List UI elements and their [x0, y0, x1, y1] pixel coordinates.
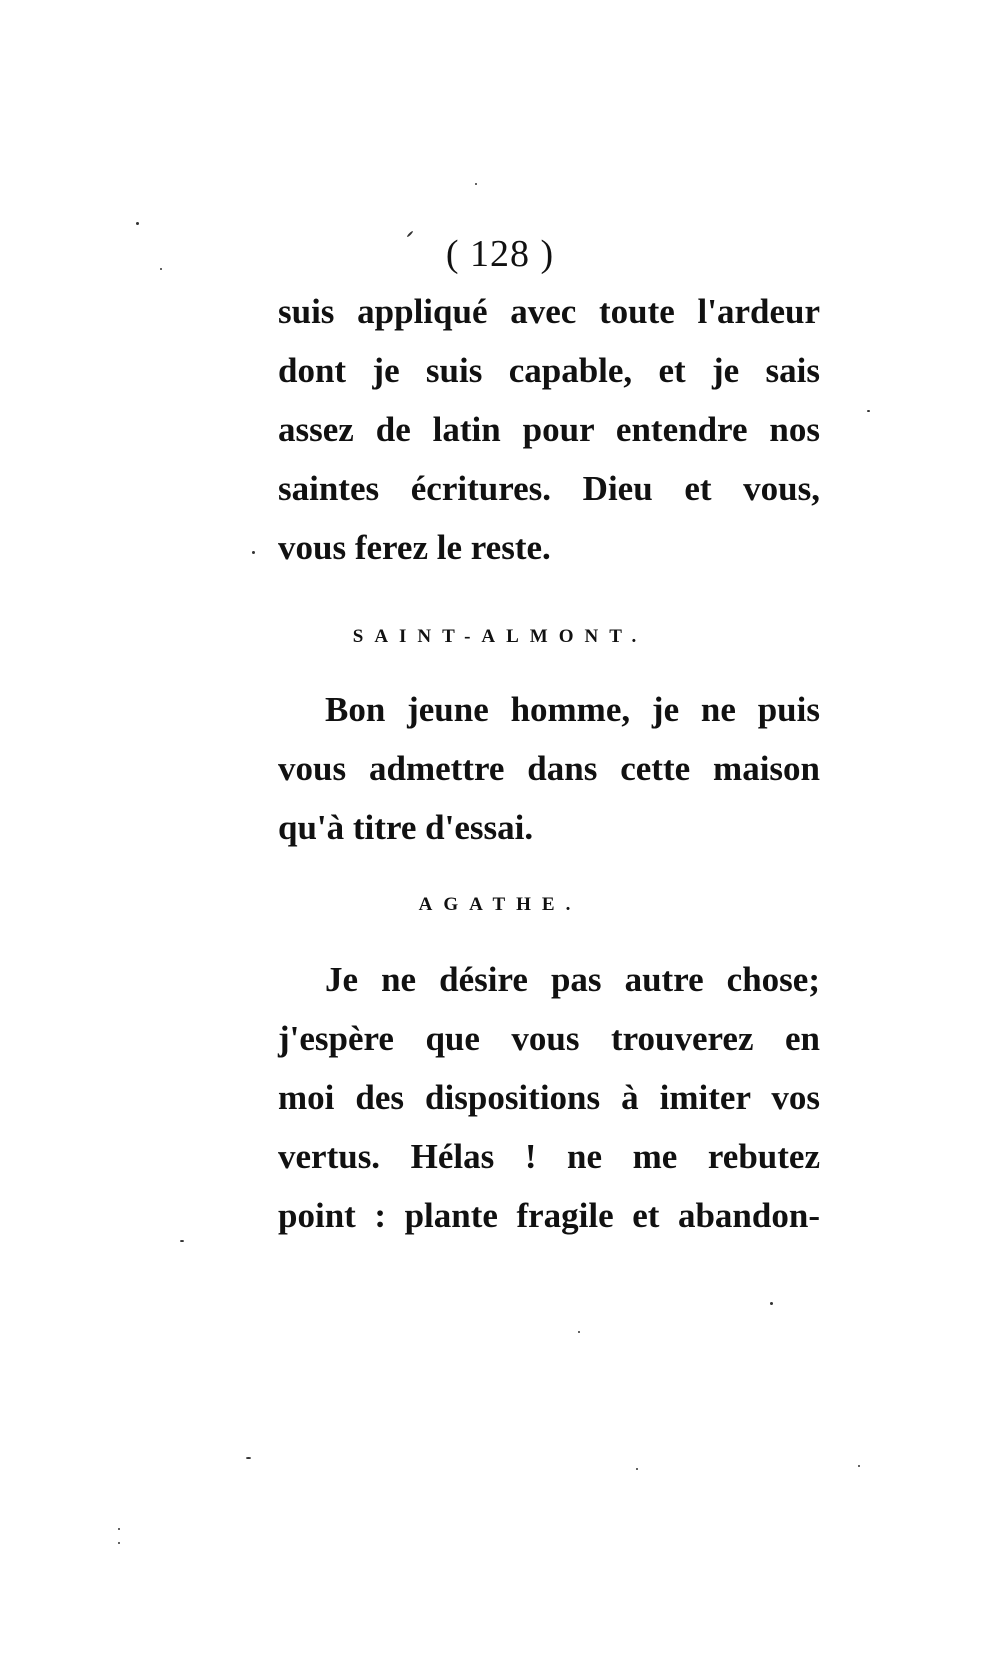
text-line: j'espère que vous trouverez en — [278, 1019, 820, 1058]
scan-speck — [252, 551, 255, 554]
text-line: vous admettre dans cette maison — [278, 749, 820, 788]
text-line: dont je suis capable, et je sais — [278, 351, 820, 390]
text-line: vertus. Hélas ! ne me rebutez — [278, 1137, 820, 1176]
page-number: ( 128 ) — [445, 233, 555, 275]
text-line: moi des dispositions à imiter vos — [278, 1078, 820, 1117]
scan-speck — [867, 410, 870, 412]
scan-speck — [118, 1542, 120, 1544]
scan-speck — [475, 183, 477, 185]
speaker-name-saint-almont: SAINT-ALMONT. — [352, 626, 648, 647]
scan-speck — [858, 1465, 860, 1467]
text-line: qu'à titre d'essai. — [278, 808, 534, 847]
scan-speck — [770, 1302, 773, 1305]
text-line: Bon jeune homme, je ne puis — [325, 690, 820, 729]
speaker-name-agathe: AGATHE. — [418, 894, 582, 915]
scan-speck — [246, 1457, 251, 1459]
text-line: suis appliqué avec toute l'ardeur — [278, 292, 820, 331]
scan-speck — [118, 1528, 120, 1530]
scan-speck — [636, 1468, 638, 1470]
paragraph-2 — [278, 680, 820, 857]
paragraph-1 — [278, 282, 820, 577]
scan-speck — [180, 1240, 184, 1242]
scan-speck — [136, 222, 139, 225]
text-line: assez de latin pour entendre nos — [278, 410, 820, 449]
text-line: point : plante fragile et abandon- — [278, 1196, 820, 1235]
text-line: Je ne désire pas autre chose; — [325, 960, 820, 999]
paragraph-3 — [278, 950, 820, 1245]
text-line: saintes écritures. Dieu et vous, — [278, 469, 820, 508]
text-line: vous ferez le reste. — [278, 528, 551, 567]
scan-speck — [160, 268, 162, 270]
scan-speck — [578, 1331, 580, 1333]
